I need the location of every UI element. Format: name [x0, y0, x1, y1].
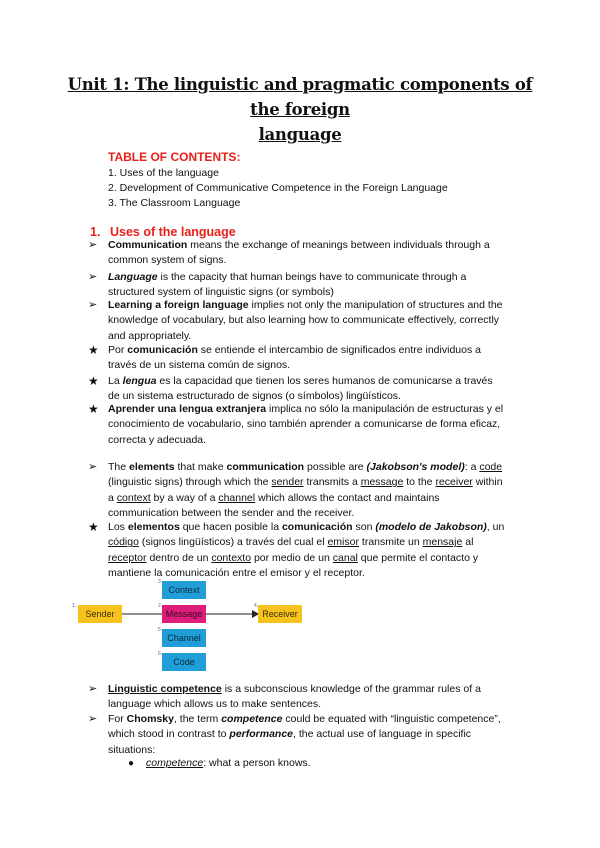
arrow-bullet-icon: ➢ [88, 461, 98, 473]
diagram-box-receiver: Receiver [258, 605, 302, 623]
toc-heading: TABLE OF CONTENTS: [108, 150, 241, 164]
section-heading: 1. Uses of the language [90, 225, 236, 239]
arrow-bullet-icon: ➢ [88, 239, 98, 251]
bullet-learning: Learning a foreign language implies not only the manipulation of structures and the knowledge of vocabulary, but also learning how to communicate effectively, correctly and appropriately. [108, 299, 503, 342]
star-bullet-icon: ★ [88, 402, 99, 416]
arrow-bullet-icon: ➢ [88, 271, 98, 283]
diagram-tag: 1. [72, 603, 77, 609]
diagram-box-context: Context [162, 581, 206, 599]
star-bullet-icon: ★ [88, 343, 99, 357]
diagram-tag: 2. [158, 603, 163, 609]
elements-paragraph-es: Los elementos que hacen posible la comunicación son (modelo de Jakobson), un código (signos lingüísticos) a través del cual el emisor transmite un mensaje al receptor dentro de un contexto por medio de un canal que permite el contacto y mantiene la comunicación entre el emisor y el receptor. [108, 521, 505, 580]
bullet-aprender: Aprender una lengua extranjera implica no sólo la manipulación de estructuras y el conocimiento de vocabulario, sino también aprender a comunicarse de forma eficaz, correcta y adecuada. [108, 403, 504, 446]
diagram-tag: 6. [158, 651, 163, 657]
toc-item: 2. Development of Communicative Competence in the Foreign Language [108, 182, 448, 194]
bullet-language: Language is the capacity that human beings have to communicate through a structured system of linguistic signs (or symbols) [108, 271, 467, 299]
diagram-box-sender: Sender [78, 605, 122, 623]
diagram-box-code: Code [162, 653, 206, 671]
bullet-communication: Communication means the exchange of meanings between individuals through a common system of signs. [108, 239, 490, 267]
toc-item: 3. The Classroom Language [108, 197, 241, 209]
diagram-tag: 3. [158, 579, 163, 585]
page-title: Unit 1: The linguistic and pragmatic components of the foreign language [67, 75, 533, 144]
bullet-chomsky: For Chomsky, the term competence could be equated with “linguistic competence”, which stood in contrast to performance, the actual use of language in specific situations: [108, 713, 501, 756]
arrow-bullet-icon: ➢ [88, 683, 98, 695]
arrow-bullet-icon: ➢ [88, 299, 98, 311]
bullet-comunicacion: Por comunicación se entiende el intercambio de significados entre individuos a través de un sistema común de signos. [108, 344, 481, 372]
diagram-tag: 5. [158, 627, 163, 633]
diagram-tag: 4. [254, 603, 259, 609]
bullet-lengua: La lengua es la capacidad que tienen los seres humanos de comunicarse a través de un sistema estructurado de signos (o símbolos) lingüísticos. [108, 375, 493, 403]
dot-bullet-icon: ● [128, 758, 135, 769]
star-bullet-icon: ★ [88, 374, 99, 388]
sub-bullet-competence: competence: what a person knows. [146, 757, 311, 769]
diagram-box-message: Message [162, 605, 206, 623]
arrow-bullet-icon: ➢ [88, 713, 98, 725]
jakobson-diagram [70, 578, 310, 674]
elements-paragraph-en: The elements that make communication possible are (Jakobson's model): a code (linguistic signs) through which the sender transmits a message to the receiver within a context by a way of a channel which allows the contact and maintains communication between the sender and the receiver. [108, 461, 503, 520]
diagram-box-channel: Channel [162, 629, 206, 647]
bullet-linguistic-competence: Linguistic competence is a subconscious knowledge of the grammar rules of a language which allows us to make sentences. [108, 683, 481, 711]
star-bullet-icon: ★ [88, 520, 99, 534]
toc-item: 1. Uses of the language [108, 167, 219, 179]
